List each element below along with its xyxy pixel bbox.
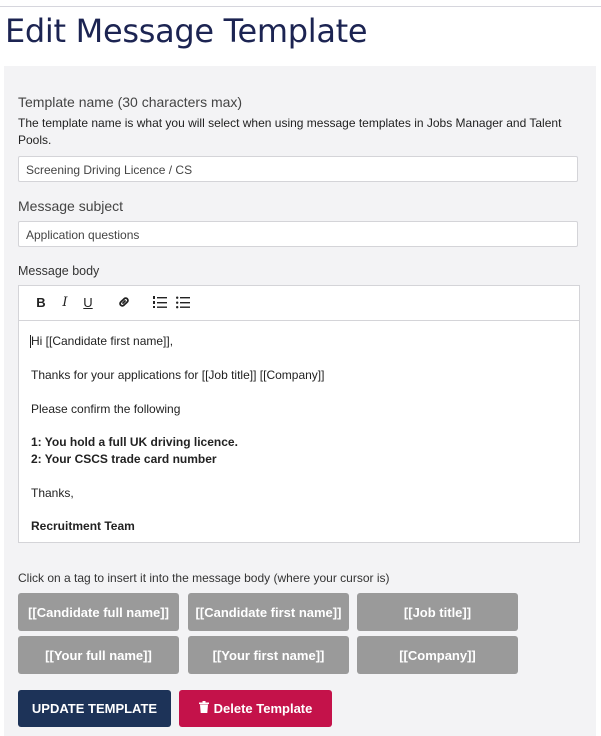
body-line: 2: Your CSCS trade card number: [31, 452, 217, 466]
editor-toolbar: [19, 286, 579, 321]
italic-icon[interactable]: I: [62, 295, 68, 310]
template-name-help: The template name is what you will select when using message templates in Jobs Manager and Talent Pools.: [18, 116, 562, 147]
tag-candidate-first-name[interactable]: [[Candidate first name]]: [188, 593, 349, 631]
tags-instruction: Click on a tag to insert it into the message body (where your cursor is): [18, 571, 390, 585]
message-subject-label: Message subject: [18, 198, 124, 214]
bullet-list-icon[interactable]: [175, 295, 191, 311]
trash-icon: [199, 701, 209, 716]
tag-company[interactable]: [[Company]]: [357, 636, 518, 674]
delete-template-label: Delete Template: [213, 701, 313, 716]
tag-your-full-name[interactable]: [[Your full name]]: [18, 636, 179, 674]
underline-icon[interactable]: U: [83, 295, 93, 310]
body-line: Please confirm the following: [31, 402, 181, 416]
template-name-label: Template name (30 characters max): [18, 94, 243, 110]
top-divider: [0, 6, 601, 7]
template-form: [4, 66, 596, 736]
bold-icon[interactable]: B: [36, 295, 46, 310]
tag-your-first-name[interactable]: [[Your first name]]: [188, 636, 349, 674]
update-template-button[interactable]: UPDATE TEMPLATE: [18, 690, 171, 727]
message-body-editor[interactable]: [18, 285, 580, 543]
ordered-list-icon[interactable]: [152, 295, 168, 311]
message-body-label: Message body: [18, 264, 100, 278]
link-icon[interactable]: [116, 295, 132, 311]
template-name-input[interactable]: Screening Driving Licence / CS: [18, 156, 578, 182]
body-line: 1: You hold a full UK driving licence.: [31, 435, 238, 449]
body-line: Hi [[Candidate first name]],: [31, 334, 174, 348]
body-line: Recruitment Team: [31, 519, 135, 533]
tag-job-title[interactable]: [[Job title]]: [357, 593, 518, 631]
tag-candidate-full-name[interactable]: [[Candidate full name]]: [18, 593, 179, 631]
message-subject-input[interactable]: Application questions: [18, 221, 578, 247]
delete-template-button[interactable]: [179, 690, 332, 727]
body-line: Thanks for your applications for [[Job title]] [[Company]]: [31, 368, 325, 382]
page-title: Edit Message Template: [5, 12, 368, 50]
body-line: Thanks,: [31, 486, 74, 500]
